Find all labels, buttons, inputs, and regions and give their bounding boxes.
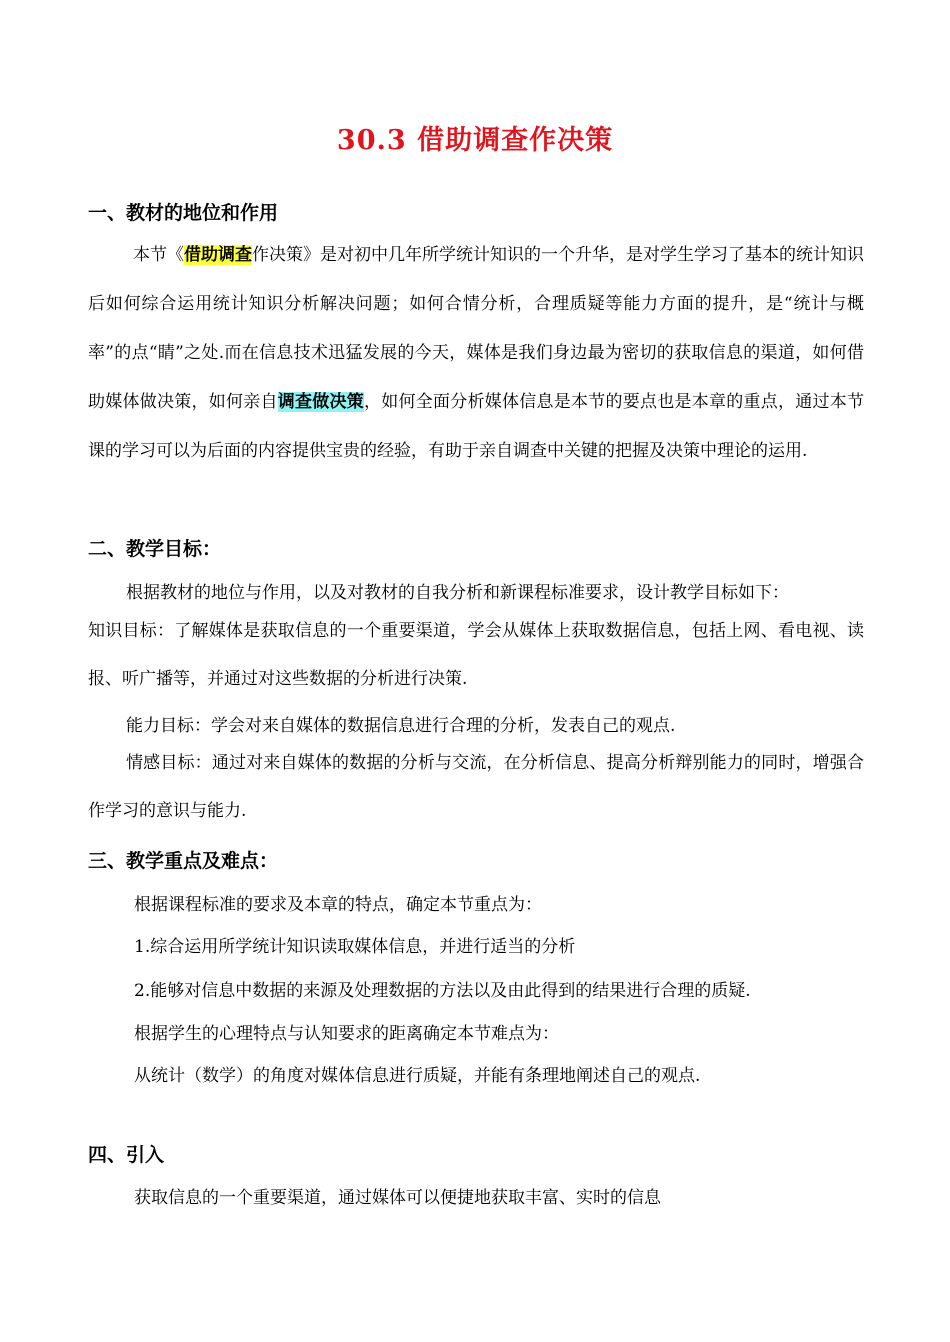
section-heading-4: 四、引入 [88, 1144, 165, 1166]
paragraph-text: ，如何全面分析媒体信息是本节的要点也是本章的重点，通过本节课的学习可以为后面的内容提供宝贵的经验，有助于亲自调查中关键的把握及决策中理论的运用. [88, 392, 864, 461]
highlight-cyan: 调查做决策 [277, 392, 364, 412]
section-1-paragraph [88, 231, 864, 476]
ability-objective: 能力目标：学会对来自媒体的数据信息进行合理的分析，发表自己的观点. [126, 716, 676, 736]
section-heading-2: 二、教学目标： [88, 538, 222, 560]
difficult-points-intro: 根据学生的心理特点与认知要求的距离确定本节难点为： [134, 1024, 559, 1044]
paragraph-text: 本节《 [133, 245, 184, 265]
page-title: 30.3 借助调查作决策 [336, 125, 614, 156]
paragraph-text: 作决策》是对初中几年所学统计知识的一个升华，是对学生学习了基本的统计知识后如何综合运用统计知识分析解决问题；如何合情分析，合理质疑等能力方面的提升，是“统计与概率”的点“睛”之处.而在信息技术迅猛发展的今天，媒体是我们身边最为密切的获取信息的渠道，如何借助媒体做决策，如何亲自 [88, 245, 864, 412]
section-heading-3: 三、教学重点及难点： [88, 850, 279, 872]
difficult-point-1: 从统计（数学）的角度对媒体信息进行质疑，并能有条理地阐述自己的观点. [134, 1066, 701, 1086]
knowledge-objective: 知识目标：了解媒体是获取信息的一个重要渠道，学会从媒体上获取数据信息，包括上网、看电视、读报、听广播等，并通过对这些数据的分析进行决策. [88, 621, 864, 689]
introduction-text: 获取信息的一个重要渠道，通过媒体可以便捷地获取丰富、实时的信息 [134, 1188, 661, 1208]
key-points-intro: 根据课程标准的要求及本章的特点，确定本节重点为： [134, 895, 542, 915]
section-heading-1: 一、教材的地位和作用 [88, 202, 279, 224]
emotion-objective: 情感目标：通过对来自媒体的数据的分析与交流，在分析信息、提高分析辩别能力的同时，增强合作学习的意识与能力. [88, 753, 864, 821]
key-point-1: 1.综合运用所学统计知识读取媒体信息，并进行适当的分析 [134, 937, 576, 957]
key-point-2: 2.能够对信息中数据的来源及处理数据的方法以及由此得到的结果进行合理的质疑. [134, 981, 751, 1001]
objective-intro: 根据教材的地位与作用，以及对教材的自我分析和新课程标准要求，设计教学目标如下： [126, 583, 789, 603]
highlight-yellow: 借助调查 [184, 245, 252, 265]
